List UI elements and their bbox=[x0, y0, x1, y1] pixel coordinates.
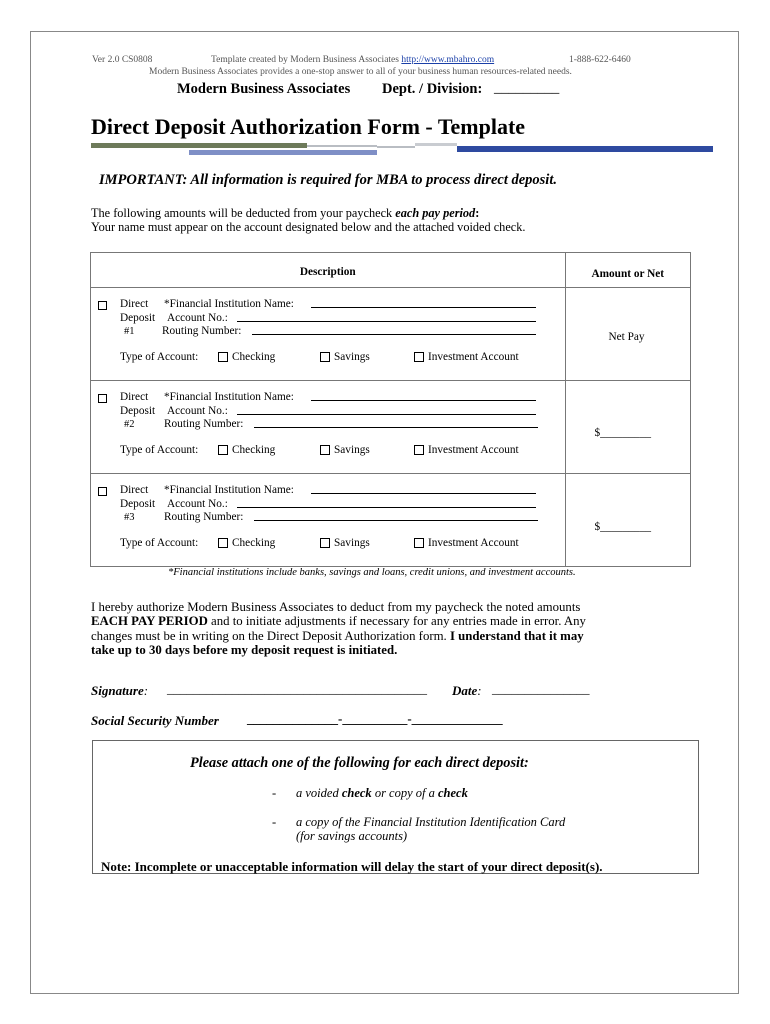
savings-option[interactable]: Savings bbox=[320, 537, 370, 549]
fin-institution-field[interactable] bbox=[311, 482, 536, 494]
decor-bar-olive bbox=[91, 143, 307, 148]
amount-cell-2 bbox=[565, 381, 691, 474]
deposit-number: #3 bbox=[124, 512, 135, 523]
decor-bar-grey-2 bbox=[377, 146, 415, 148]
col-description: Description bbox=[299, 266, 356, 278]
authorize-line-3: changes must be in writing on the Direct Deposit Authorization form. I understand that it may bbox=[91, 629, 584, 643]
routing-label: Routing Number: bbox=[164, 511, 244, 523]
select-deposit-2-checkbox[interactable] bbox=[98, 392, 107, 404]
deposit-table bbox=[90, 252, 691, 567]
version-text: Ver 2.0 CS0808 bbox=[92, 55, 153, 65]
routing-field[interactable] bbox=[252, 323, 536, 335]
select-deposit-1-checkbox[interactable] bbox=[98, 299, 107, 311]
account-type-label: Type of Account: bbox=[120, 351, 199, 363]
investment-option[interactable]: Investment Account bbox=[414, 444, 519, 456]
date-label: Date: bbox=[452, 683, 482, 698]
bullet-dash: - bbox=[272, 815, 277, 829]
deposit-label: Deposit bbox=[120, 498, 156, 510]
savings-option[interactable]: Savings bbox=[320, 351, 370, 363]
account-no-field[interactable] bbox=[237, 496, 536, 508]
intro-line-2: Your name must appear on the account designated below and the attached voided check. bbox=[91, 220, 526, 234]
fin-institution-label: *Financial Institution Name: bbox=[164, 484, 294, 496]
direct-label: Direct bbox=[120, 298, 149, 310]
fin-institution-label: *Financial Institution Name: bbox=[164, 391, 294, 403]
header-description-cell bbox=[91, 253, 566, 288]
fin-institution-field[interactable] bbox=[311, 296, 536, 308]
attach-item-2-line-2: (for savings accounts) bbox=[296, 829, 408, 843]
investment-option[interactable]: Investment Account bbox=[414, 351, 519, 363]
amount-value[interactable]: $_________ bbox=[594, 427, 651, 439]
intro-emphasis: each pay period bbox=[395, 206, 476, 220]
date-field[interactable]: _______________ bbox=[492, 681, 590, 696]
deposit-row-2 bbox=[91, 381, 566, 474]
authorize-line-1: I hereby authorize Modern Business Associates to deduct from my paycheck the noted amounts bbox=[91, 600, 581, 614]
dept-field[interactable]: _________ bbox=[494, 80, 560, 96]
header-amount-cell bbox=[565, 253, 691, 288]
amount-cell-3 bbox=[565, 474, 691, 567]
checking-option[interactable]: Checking bbox=[218, 351, 275, 363]
routing-label: Routing Number: bbox=[162, 325, 242, 337]
decor-bar-blue-dark bbox=[457, 146, 713, 152]
attach-item-2-line-1: a copy of the Financial Institution Identification Card bbox=[296, 815, 566, 829]
deposit-number: #1 bbox=[124, 326, 135, 337]
amount-value[interactable]: $_________ bbox=[594, 521, 651, 533]
dept-label: Dept. / Division: bbox=[382, 81, 483, 97]
authorize-line-2: EACH PAY PERIOD and to initiate adjustments if necessary for any entries made in error. Any bbox=[91, 614, 586, 628]
account-no-label: Account No.: bbox=[167, 498, 228, 510]
account-no-label: Account No.: bbox=[167, 312, 228, 324]
decor-bar-grey-3 bbox=[415, 143, 457, 146]
routing-field[interactable] bbox=[254, 416, 538, 428]
bullet-dash: - bbox=[272, 786, 277, 800]
tagline-text: Modern Business Associates provides a one-stop answer to all of your business human resources-related needs. bbox=[149, 67, 572, 77]
account-type-label: Type of Account: bbox=[120, 444, 199, 456]
select-deposit-3-checkbox[interactable] bbox=[98, 485, 107, 497]
deposit-label: Deposit bbox=[120, 312, 156, 324]
deposit-row-1 bbox=[91, 288, 566, 381]
phone-text: 1-888-622-6460 bbox=[569, 55, 631, 65]
ssn-label: Social Security Number bbox=[91, 713, 219, 728]
important-notice: IMPORTANT: All information is required for MBA to process direct deposit. bbox=[99, 172, 557, 188]
col-amount: Amount or Net bbox=[591, 268, 665, 280]
template-credit-text: Template created by Modern Business Associates bbox=[211, 55, 399, 65]
savings-option[interactable]: Savings bbox=[320, 444, 370, 456]
routing-field[interactable] bbox=[254, 509, 538, 521]
deposit-label: Deposit bbox=[120, 405, 156, 417]
checking-option[interactable]: Checking bbox=[218, 444, 275, 456]
website-link[interactable]: http://www.mbahro.com bbox=[401, 55, 495, 65]
company-name: Modern Business Associates bbox=[177, 81, 351, 97]
account-no-field[interactable] bbox=[237, 403, 536, 415]
direct-label: Direct bbox=[120, 484, 149, 496]
attach-item-1: a voided check or copy of a check bbox=[296, 786, 468, 800]
signature-field[interactable]: ________________________________________ bbox=[167, 681, 427, 696]
amount-value[interactable]: Net Pay bbox=[608, 331, 645, 343]
decor-bar-grey bbox=[307, 145, 377, 147]
incomplete-note: Note: Incomplete or unacceptable information will delay the start of your direct deposit(s). bbox=[101, 859, 603, 874]
fin-institution-field[interactable] bbox=[311, 389, 536, 401]
account-type-label: Type of Account: bbox=[120, 537, 199, 549]
attach-heading: Please attach one of the following for each direct deposit: bbox=[190, 755, 529, 771]
fin-institution-label: *Financial Institution Name: bbox=[164, 298, 294, 310]
decor-bar-blue-light bbox=[189, 150, 377, 155]
amount-cell-1 bbox=[565, 288, 691, 381]
direct-label: Direct bbox=[120, 391, 149, 403]
account-no-label: Account No.: bbox=[167, 405, 228, 417]
intro-line-1 bbox=[91, 206, 479, 221]
investment-option[interactable]: Investment Account bbox=[414, 537, 519, 549]
authorize-line-4: take up to 30 days before my deposit request is initiated. bbox=[91, 643, 398, 657]
deposit-number: #2 bbox=[124, 419, 135, 430]
intro-colon: : bbox=[475, 206, 480, 220]
checking-option[interactable]: Checking bbox=[218, 537, 275, 549]
signature-label: Signature: bbox=[91, 683, 149, 698]
financial-institutions-footnote: *Financial institutions include banks, savings and loans, credit unions, and investment accounts. bbox=[168, 567, 576, 578]
template-credit bbox=[211, 55, 494, 65]
account-no-field[interactable] bbox=[237, 310, 536, 322]
deposit-row-3 bbox=[91, 474, 566, 567]
routing-label: Routing Number: bbox=[164, 418, 244, 430]
page-title: Direct Deposit Authorization Form - Template bbox=[91, 114, 526, 139]
intro-text: The following amounts will be deducted from your paycheck bbox=[91, 206, 393, 220]
ssn-field[interactable]: ______________-__________-______________ bbox=[247, 711, 503, 726]
